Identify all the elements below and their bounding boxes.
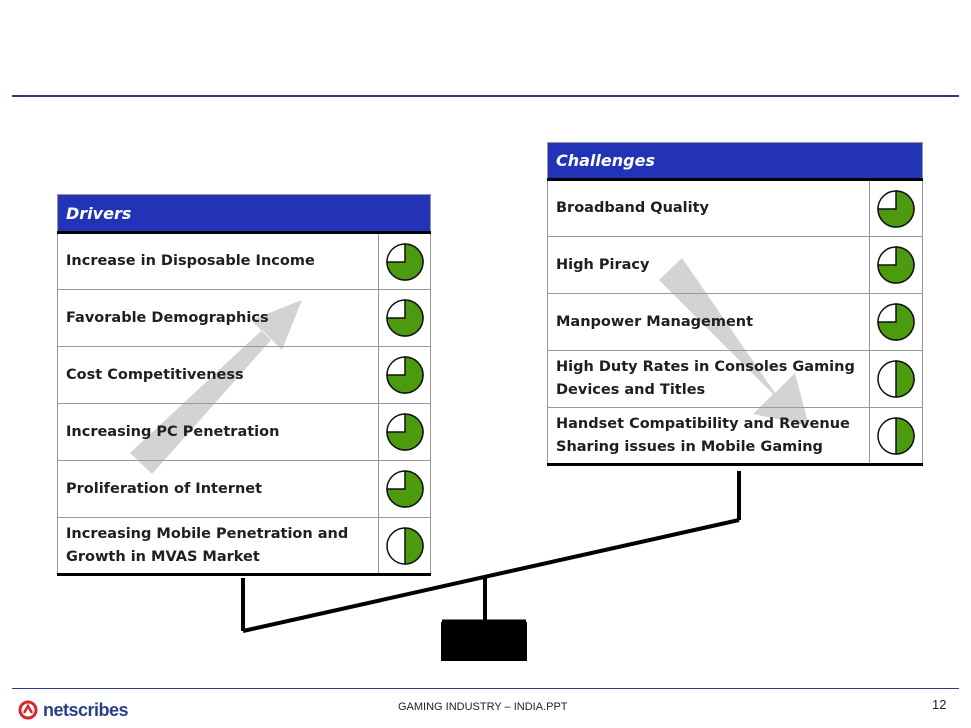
challenges-row xyxy=(548,294,923,351)
challenges-row-label: Broadband Quality xyxy=(548,180,870,237)
challenges-row xyxy=(548,180,923,237)
footer-caption: GAMING INDUSTRY – INDIA.PPT xyxy=(398,701,568,713)
challenges-row-label: High Duty Rates in Consoles Gaming Devices and Titles xyxy=(548,351,870,408)
drivers-row xyxy=(58,233,431,290)
challenges-row-rating xyxy=(870,351,923,408)
drivers-row-label: Increase in Disposable Income xyxy=(58,233,379,290)
challenges-row-rating xyxy=(870,408,923,465)
harvey-ball-icon xyxy=(875,244,917,286)
drivers-row-rating xyxy=(379,233,431,290)
challenges-row xyxy=(548,351,923,408)
drivers-row-label: Cost Competitiveness xyxy=(58,347,379,404)
harvey-ball-icon xyxy=(875,415,917,457)
harvey-ball-icon xyxy=(384,241,426,283)
page-number: 12 xyxy=(932,697,947,712)
challenges-row-rating xyxy=(870,180,923,237)
logo-wordmark: netscribes xyxy=(43,699,129,720)
challenges-row-label: Manpower Management xyxy=(548,294,870,351)
challenges-row-label: Handset Compatibility and Revenue Sharing issues in Mobile Gaming xyxy=(548,408,870,465)
challenges-row-rating xyxy=(870,237,923,294)
drivers-row xyxy=(58,347,431,404)
drivers-row xyxy=(58,404,431,461)
drivers-table xyxy=(57,194,431,576)
netscribes-logo xyxy=(18,699,128,721)
drivers-header: Drivers xyxy=(58,195,431,233)
challenges-row xyxy=(548,408,923,465)
challenges-table xyxy=(547,142,923,466)
drivers-row-label: Increasing Mobile Penetration and Growth in MVAS Market xyxy=(58,518,379,575)
challenges-row-rating xyxy=(870,294,923,351)
drivers-row-label: Favorable Demographics xyxy=(58,290,379,347)
netscribes-logo-icon xyxy=(18,700,40,720)
drivers-row xyxy=(58,461,431,518)
harvey-ball-icon xyxy=(384,297,426,339)
harvey-ball-icon xyxy=(875,358,917,400)
drivers-row-rating xyxy=(379,347,431,404)
drivers-row-rating xyxy=(379,290,431,347)
drivers-row-label: Proliferation of Internet xyxy=(58,461,379,518)
challenges-header: Challenges xyxy=(548,143,923,180)
harvey-ball-icon xyxy=(384,411,426,453)
scale-base xyxy=(441,622,527,661)
drivers-row-label: Increasing PC Penetration xyxy=(58,404,379,461)
drivers-row-rating xyxy=(379,518,431,575)
challenges-row-label: High Piracy xyxy=(548,237,870,294)
drivers-row xyxy=(58,290,431,347)
harvey-ball-icon xyxy=(384,525,426,567)
harvey-ball-icon xyxy=(875,188,917,230)
harvey-ball-icon xyxy=(384,468,426,510)
harvey-ball-icon xyxy=(875,301,917,343)
harvey-ball-icon xyxy=(384,354,426,396)
drivers-row-rating xyxy=(379,404,431,461)
challenges-row xyxy=(548,237,923,294)
drivers-row-rating xyxy=(379,461,431,518)
drivers-row xyxy=(58,518,431,575)
